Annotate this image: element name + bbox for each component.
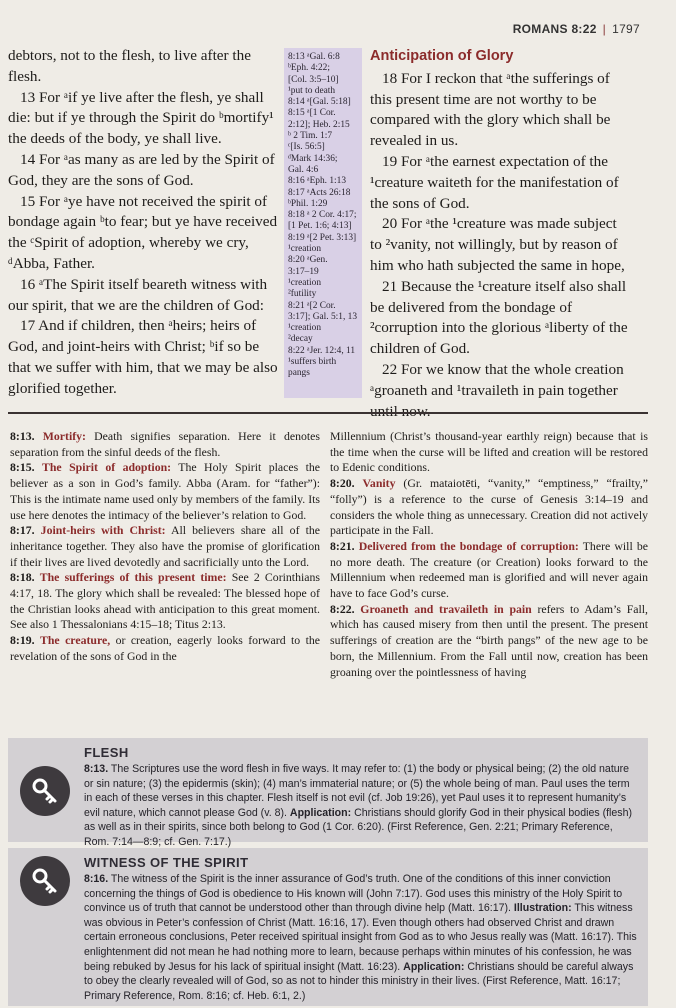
application-label: Application: bbox=[403, 960, 465, 973]
cross-reference: 8:14 ᵃ[Gal. 5:18] bbox=[288, 97, 351, 108]
witness-topic-box bbox=[8, 848, 648, 1006]
cross-reference: Gal. 4:6 bbox=[288, 164, 319, 175]
verse-text: 15 For ᵃye have not received the spirit of bondage again ᵇto fear; but ye have received the ᶜSpirit of adoption, whereby we cry, ᵈAbba, Father. bbox=[8, 192, 278, 272]
divider-rule bbox=[8, 412, 648, 414]
cross-reference: ²decay bbox=[288, 334, 313, 345]
cross-reference: ¹put to death bbox=[288, 85, 336, 96]
note-text: (Gr. mataiotēti, “vanity,” “emptiness,” “frailty,” “folly”) is a reference to the curse of Genesis 3:14–19 and considers the whole thing as unnecessary. Creation did not actively participate in the Fall. bbox=[330, 476, 649, 538]
application-text: Christians should glorify God in their physical bodies (flesh) as well as in their spirits, since both belong to God (1 Cor. 6:20). (First Reference, Gen. 2:21; Primary Reference, Rom. 7:14—8:9; cf. Gen. 7:17.) bbox=[84, 806, 633, 848]
running-title: ROMANS 8:22 bbox=[512, 22, 597, 36]
cross-reference: pangs bbox=[288, 368, 310, 379]
left-bible-column bbox=[8, 46, 278, 400]
verse-text: 21 Because the ¹creature itself also shall be delivered from the bondage of ²corruption into the glorious ᵃliberty of the children of God. bbox=[370, 277, 628, 358]
box-title: FLESH bbox=[84, 745, 129, 760]
note-ref: 8:13. bbox=[10, 429, 35, 443]
note-ref: 8:22. bbox=[330, 601, 355, 616]
verse-text: 17 And if children, then ᵃheirs; heirs of God, and joint-heirs with Christ; ᵇif so be that we suffer with him, that we may be also glorified together. bbox=[8, 317, 278, 397]
note-head: The Spirit of adoption: bbox=[42, 460, 172, 475]
cross-reference: 2:12]; Heb. 2:15 bbox=[288, 119, 350, 130]
cross-reference: ᵇPhil. 1:29 bbox=[288, 198, 328, 209]
box-ref: 8:13. bbox=[84, 763, 109, 775]
note-text: See 2 Corinthians 4:17, 18. The glory which shall be revealed: The blessed hope of the Christian looks ahead with anticipation to this great moment. See also 1 Thessalonians 4:15–18; Titus 2:13. bbox=[10, 570, 320, 632]
box-ref: 8:16. bbox=[84, 873, 109, 885]
verse-text: 14 For ᵃas many as are led by the Spirit of God, they are the sons of God. bbox=[8, 150, 275, 189]
cross-reference: 3:17–19 bbox=[288, 266, 319, 277]
box-body bbox=[84, 762, 638, 850]
application-label: Application: bbox=[289, 806, 352, 819]
key-icon bbox=[20, 766, 70, 816]
note-head: Vanity bbox=[362, 476, 396, 491]
box-text: The Scriptures use the word flesh in five ways. It may refer to: (1) the body or physical being; (2) the old nature or sin nature; (3) the epidermis (skin); (4) man’s immaterial nature; or (5) the whole being of man. Paul uses the term in each of these verses in this chapter. Flesh itself is not evil (cf. Job 19:26), yet Paul uses it to represent humanity’s evil nature, which cannot please God (v. 8). bbox=[84, 763, 630, 819]
verse-text: 16 ᵃThe Spirit itself beareth witness with our spirit, that we are the children of God: bbox=[8, 275, 268, 314]
study-note bbox=[10, 523, 320, 570]
note-text: refers to Adam’s Fall, which has caused misery from then until the present. The present sufferings of creation are the “birth pangs” of the new age to be born, the Millennium. From the Fall until now, creation has been groaning over the pointlessness of having bbox=[330, 601, 648, 679]
cross-reference: ᵇEph. 4:22; bbox=[288, 63, 330, 74]
note-head: The sufferings of this present time: bbox=[39, 570, 227, 585]
cross-reference: [Col. 3:5–10] bbox=[288, 74, 339, 85]
cross-reference: 8:16 ᵃEph. 1:13 bbox=[288, 176, 347, 187]
cross-reference: 8:18 ᵃ 2 Cor. 4:17; bbox=[288, 210, 357, 221]
cross-reference: 8:19 ᵃ[2 Pet. 3:13] bbox=[288, 232, 357, 243]
key-icon bbox=[20, 856, 70, 906]
application-text: Christians should be careful always to obey the clearly revealed will of God, so as not to hinder this ministry in their lives. (First Reference, Matt. 16:17; Primary Reference, Rom. 8:16; cf. Heb. 6:1, 2.) bbox=[84, 960, 634, 1002]
note-text: The Holy Spirit places the believer as a son in God’s family. Abba (Aram. for “father”): This is the intimate name used only by members of the family. Its use here denotes the intimacy of the believer’s relation to God. bbox=[10, 460, 320, 522]
cross-reference: ²futility bbox=[288, 289, 317, 300]
box-title: WITNESS OF THE SPIRIT bbox=[84, 855, 249, 870]
study-note bbox=[330, 539, 648, 602]
study-note bbox=[10, 429, 320, 460]
illustration-label: Illustration: bbox=[513, 902, 572, 915]
note-head: Delivered from the bondage of corruption: bbox=[358, 538, 579, 553]
note-text: There will be no more death. The creature (or Creation) looks forward to the Millennium when redeemed man is glorified and will never again have to face God’s curse. bbox=[330, 538, 648, 601]
cross-reference: 8:20 ᵃGen. bbox=[288, 255, 328, 266]
cross-reference: ᵇ 2 Tim. 1:7 bbox=[288, 131, 333, 142]
note-ref: 8:15. bbox=[10, 460, 35, 475]
flesh-topic-box bbox=[8, 738, 648, 848]
note-head: Groaneth and travaileth in pain bbox=[360, 601, 532, 616]
note-ref: 8:17. bbox=[10, 523, 35, 538]
note-text: All believers share all of the inheritance together. They also have the promise of glorification if their lives are lived devotedly and sacrificially unto the Lord. bbox=[10, 523, 320, 569]
note-text: Death signifies separation. Here it denotes separation from the sinful deeds of the flesh. bbox=[10, 429, 321, 459]
study-note bbox=[330, 602, 648, 681]
study-note bbox=[10, 633, 320, 664]
note-text: or creation, eagerly looks forward to the revelation of the sons of God in the bbox=[10, 633, 320, 663]
study-note bbox=[10, 460, 320, 523]
cross-reference: 8:13 ᵃGal. 6:8 bbox=[288, 52, 340, 62]
verse-text: 19 For ᵃthe earnest expectation of the ¹creature waiteth for the manifestation of the sons of God. bbox=[370, 152, 619, 212]
right-bible-column bbox=[370, 46, 632, 422]
cross-reference: 8:15 ᵃ[1 Cor. bbox=[288, 108, 336, 119]
cross-reference: 3:17]; Gal. 5:1, 13 bbox=[288, 311, 358, 322]
note-text: Millennium (Christ’s thousand-year earthly reign) because that is the time when the curse will be lifted and creation will be restored to Edenic conditions. bbox=[330, 429, 648, 475]
page-number: 1797 bbox=[612, 22, 640, 36]
note-head: Joint-heirs with Christ: bbox=[40, 523, 166, 538]
note-ref: 8:18. bbox=[10, 570, 35, 585]
study-notes-right bbox=[330, 429, 648, 680]
verse-text: 22 For we know that the whole creation ᵃgroaneth and ¹travaileth in pain together bbox=[370, 360, 624, 399]
cross-reference: [1 Pet. 1:6; 4:13] bbox=[288, 221, 352, 232]
cross-reference: 8:21 ᵃ[2 Cor. bbox=[288, 300, 336, 311]
cross-reference: ᶜ[Is. 56:5] bbox=[288, 142, 325, 153]
note-head: Mortify: bbox=[42, 429, 86, 443]
box-text: The witness of the Spirit is the inner assurance of God’s truth. One of the conditions of this inner conviction concerning the things of God is obedience to His known will (John 7:17). God uses this ministry of the Holy Spirit to convince us of truth that cannot be understood other than through divine help (Matt. 16:17). bbox=[84, 873, 623, 915]
box-body bbox=[84, 872, 638, 1003]
note-head: The creature, bbox=[40, 633, 111, 648]
illustration-text: This witness was obvious in Peter’s confession of Christ (Matt. 16:16, 17). Even though others had observed Christ and drawn certain erroneous conclusions, Peter received spiritual insight from God as to who Jesus really was (Matt. 16:17). This enlightenment did not mean he had nothing more to learn, because perhaps within minutes of his confession, he was being rebuked by Jesus for his lack of spiritual insight (Matt. 16:23). bbox=[84, 902, 637, 973]
note-ref: 8:21. bbox=[330, 538, 355, 553]
study-notes-left bbox=[10, 429, 320, 665]
study-note bbox=[10, 570, 320, 633]
study-note bbox=[330, 476, 648, 539]
cross-reference: 8:17 ᵃActs 26:18 bbox=[288, 187, 351, 198]
cross-reference-column bbox=[284, 48, 362, 398]
note-ref: 8:19. bbox=[10, 633, 35, 648]
running-header bbox=[513, 22, 640, 36]
verse-text: 20 For ᵃthe ¹creature was made subject to ²vanity, not willingly, but by reason of him who hath subjected the same in hope, bbox=[370, 215, 625, 274]
cross-reference: ¹creation bbox=[288, 323, 322, 334]
verse-text: debtors, not to the flesh, to live after the flesh. bbox=[8, 47, 251, 85]
section-heading: Anticipation of Glory bbox=[370, 48, 514, 64]
cross-reference: ¹suffers birth bbox=[288, 357, 337, 368]
header-separator: | bbox=[602, 22, 607, 36]
cross-reference: ¹creation bbox=[288, 277, 322, 288]
cross-reference: ¹creation bbox=[288, 244, 322, 255]
note-ref: 8:20. bbox=[330, 476, 355, 491]
verse-text: 18 For I reckon that ᵃthe sufferings of this present time are not worthy to be compared with the glory which shall be revealed in us. bbox=[370, 69, 611, 150]
cross-reference: 8:22 ᵃJer. 12:4, 11 bbox=[288, 345, 356, 356]
study-note bbox=[330, 429, 648, 476]
verse-text: 13 For ᵃif ye live after the flesh, ye shall die: but if ye through the Spirit do ᵇmortify¹ the deeds of the body, ye shall live. bbox=[8, 88, 274, 148]
cross-reference: ᵈMark 14:36; bbox=[288, 153, 338, 164]
